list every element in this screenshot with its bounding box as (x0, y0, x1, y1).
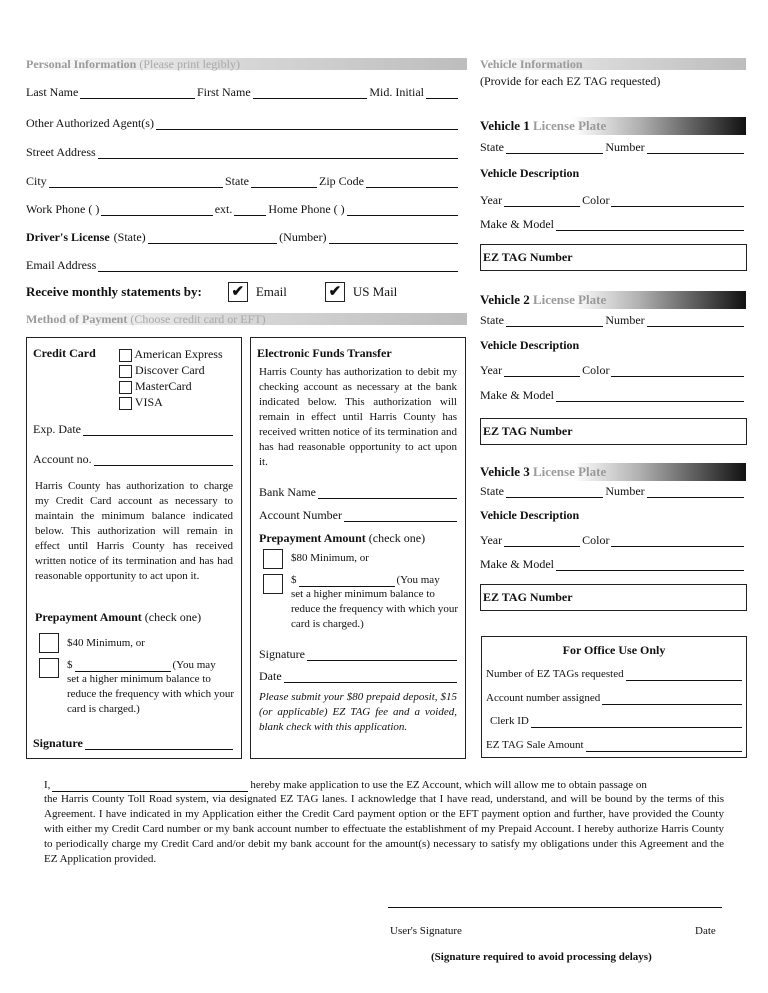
email-option-label: Email (255, 284, 287, 299)
vehicle-1-make-input[interactable] (556, 220, 744, 231)
name-row (26, 85, 460, 99)
eft-account-label: Account Number (259, 508, 342, 522)
zip-input[interactable] (366, 177, 458, 188)
eft-prepay-heading: Prepayment Amount (check one) (259, 531, 426, 545)
vehicle-2-ez-tag-field[interactable]: EZ TAG Number (480, 418, 747, 445)
vehicle-3-color-input[interactable] (611, 536, 744, 547)
first-name-input[interactable] (253, 88, 368, 99)
license-number-label: (Number) (279, 230, 327, 244)
signature-required-note: (Signature required to avoid processing delays) (431, 951, 652, 963)
credit-auth-text: Harris County has authorization to charge my Credit Card account as necessary to maintain the minimum balance indicated below. This authorization will remain in effect until Harris County has received written notice of its termination and has had reasonable opportunity to act upon it. (35, 480, 233, 582)
personal-info-title: Personal Information (26, 57, 137, 71)
vehicle-3-ez-tag-field[interactable]: EZ TAG Number (480, 584, 747, 611)
street-label: Street Address (26, 145, 96, 159)
vehicle-3-year-input[interactable] (504, 536, 580, 547)
state-label: State (225, 174, 249, 188)
first-name-label: First Name (196, 85, 251, 99)
vehicle-3-number-input[interactable] (647, 487, 744, 498)
vehicle-2-description-label: Vehicle Description (480, 338, 580, 352)
other-agent-row (26, 116, 460, 130)
vehicle-2-number-input[interactable] (647, 316, 744, 327)
vehicle-1-description-label: Vehicle Description (480, 166, 580, 180)
credit-prepay-heading: Prepayment Amount (check one) (35, 610, 202, 624)
user-signature-label: User's Signature (390, 925, 462, 937)
street-row (26, 145, 460, 159)
zip-label: Zip Code (319, 174, 364, 188)
vehicle-1-title: Vehicle 1 (480, 118, 530, 133)
office-tags-input[interactable] (626, 670, 742, 681)
credit-custom-row: $ (You may (67, 659, 216, 671)
payment-subtitle: (Choose credit card or EFT) (130, 312, 266, 326)
city-input[interactable] (49, 177, 223, 188)
us-mail-checkbox[interactable]: ✔ (325, 282, 345, 302)
eft-date-row (259, 669, 459, 683)
vehicle-2-header (480, 291, 746, 309)
office-tags-row: Number of EZ TAGs requested (486, 667, 744, 681)
agreement-prefix: I, (44, 779, 51, 791)
email-input[interactable] (98, 261, 458, 272)
vehicle-2-color-input[interactable] (611, 366, 744, 377)
agreement-name-input[interactable] (52, 781, 248, 792)
vehicle-2-year-row: Year Color (480, 363, 746, 377)
card-option-amex[interactable]: American Express (119, 346, 223, 362)
vehicle-2-plate-row: State Number (480, 313, 746, 327)
mastercard-checkbox[interactable] (119, 381, 132, 394)
ext-label: ext. (214, 202, 233, 216)
eft-title: Electronic Funds Transfer (257, 346, 392, 360)
eft-account-row (259, 508, 459, 522)
last-name-input[interactable] (80, 88, 195, 99)
vehicle-1-make-row: Make & Model (480, 217, 746, 231)
credit-higher-note: set a higher minimum balance to reduce the frequency with which your card is charged.) (67, 673, 235, 715)
bank-name-label: Bank Name (259, 485, 316, 499)
credit-custom-input[interactable] (75, 661, 171, 672)
city-label: City (26, 174, 47, 188)
vehicle-2-make-row: Make & Model (480, 388, 746, 402)
office-clerk-row: Clerk ID (490, 714, 744, 728)
vehicle-info-title: Vehicle Information (480, 57, 583, 71)
agreement-text: the Harris County Toll Road system, via designated EZ TAG lanes. I acknowledge that I have read, understand, and will be bound by the terms of this Agreement. I have indicated in my Application either the Credit Card payment option or the EFT payment option and further, have provided the County with either my Credit Card number or my bank account number to effectuate the establishment of my Prepaid Account. I hereby authorize Harris County to periodically charge my Credit Card and/or debit my bank account for the amount(s) necessary to satisfy my obligations under this Agreement and the EZ Application provided. (44, 793, 724, 865)
vehicle-1-plate-row: State Number (480, 140, 746, 154)
phone-row (26, 202, 460, 216)
email-checkbox[interactable]: ✔ (228, 282, 248, 302)
us-mail-option-label: US Mail (352, 284, 398, 299)
credit-card-title: Credit Card (33, 346, 96, 360)
vehicle-3-make-row: Make & Model (480, 557, 746, 571)
vehicle-1-state-input[interactable] (506, 143, 603, 154)
eft-higher-note: set a higher minimum balance to reduce the frequency with which your card is charged.) (291, 588, 459, 630)
state-input[interactable] (251, 177, 317, 188)
account-no-label: Account no. (33, 452, 92, 466)
discover-checkbox[interactable] (119, 365, 132, 378)
city-row (26, 174, 460, 188)
card-type-list (119, 346, 223, 410)
account-no-input[interactable] (94, 455, 233, 466)
email-label: Email Address (26, 258, 97, 272)
vehicle-3-header (480, 463, 746, 481)
license-label: Driver's License (26, 230, 110, 244)
vehicle-1-year-input[interactable] (504, 196, 580, 207)
other-agent-input[interactable] (156, 119, 458, 130)
payment-title: Method of Payment (26, 312, 128, 326)
vehicle-1-header (480, 117, 746, 135)
vehicle-3-year-row: Year Color (480, 533, 746, 547)
eft-date-input[interactable] (284, 672, 457, 683)
eft-min-checkbox[interactable] (263, 549, 283, 569)
mid-initial-label: Mid. Initial (369, 85, 424, 99)
street-input[interactable] (98, 148, 458, 159)
home-phone-input[interactable] (347, 205, 458, 216)
account-no-row (33, 452, 235, 466)
office-sale-input[interactable] (586, 741, 742, 752)
exp-date-row (33, 422, 235, 436)
email-row (26, 258, 460, 272)
card-option-mastercard[interactable]: MasterCard (119, 378, 223, 394)
other-agent-label: Other Authorized Agent(s) (26, 116, 154, 130)
personal-info-subtitle: (Please print legibly) (139, 57, 240, 71)
eft-auth-text: Harris County has authorization to debit my checking account as necessary at the bank indicated below. This authorization will remain in effect until Harris County has received written notice of its termination and has had reasonable opportunity to act upon it. (259, 366, 457, 468)
eft-date-label: Date (259, 669, 282, 683)
eft-submit-note: Please submit your $80 prepaid deposit, $15 (or applicable) EZ TAG fee and a voided, blank check with this application. (259, 691, 457, 733)
card-option-discover[interactable]: Discover Card (119, 362, 223, 378)
vehicle-1-number-input[interactable] (647, 143, 744, 154)
eft-custom-checkbox[interactable] (263, 574, 283, 594)
office-sale-row: EZ TAG Sale Amount (486, 738, 744, 752)
bank-name-input[interactable] (318, 488, 457, 499)
credit-card-box (26, 337, 242, 759)
visa-checkbox[interactable] (119, 397, 132, 410)
agreement-first-line (44, 778, 724, 792)
statements-label: Receive monthly statements by: (26, 284, 202, 299)
vehicle-2-plate-label: License Plate (532, 292, 607, 307)
user-date-label: Date (695, 925, 716, 937)
vehicle-info-subtitle: (Provide for each EZ TAG requested) (480, 74, 661, 88)
eft-signature-input[interactable] (307, 650, 457, 661)
license-number-input[interactable] (329, 233, 459, 244)
eft-custom-row: $ (You may (291, 574, 440, 586)
credit-min-checkbox[interactable] (39, 633, 59, 653)
license-state-input[interactable] (148, 233, 278, 244)
vehicle-2-make-input[interactable] (556, 391, 744, 402)
eft-min-label: $80 Minimum, or (291, 552, 369, 564)
vehicle-2-state-input[interactable] (506, 316, 603, 327)
office-account-input[interactable] (602, 694, 742, 705)
vehicle-3-title: Vehicle 3 (480, 464, 530, 479)
statements-row (26, 281, 466, 303)
user-signature-line[interactable] (388, 907, 722, 908)
credit-min-label: $40 Minimum, or (67, 637, 145, 649)
vehicle-2-year-input[interactable] (504, 366, 580, 377)
office-use-box (481, 636, 747, 758)
exp-date-input[interactable] (83, 425, 233, 436)
home-phone-label: Home Phone ( ) (268, 202, 345, 216)
license-state-label: (State) (113, 230, 146, 244)
vehicle-2-title: Vehicle 2 (480, 292, 530, 307)
vehicle-info-header (480, 58, 746, 70)
credit-signature-label: Signature (33, 736, 83, 750)
license-row (26, 230, 460, 244)
office-use-title: For Office Use Only (562, 643, 666, 657)
credit-signature-row (33, 736, 235, 750)
work-phone-label: Work Phone ( ) (26, 202, 100, 216)
eft-box (250, 337, 466, 759)
ext-input[interactable] (234, 205, 266, 216)
vehicle-1-plate-label: License Plate (532, 118, 607, 133)
personal-info-header (26, 58, 467, 70)
office-clerk-input[interactable] (531, 717, 742, 728)
vehicle-3-state-input[interactable] (506, 487, 603, 498)
card-option-visa[interactable]: VISA (119, 394, 223, 410)
vehicle-3-make-input[interactable] (556, 560, 744, 571)
vehicle-3-plate-label: License Plate (532, 464, 607, 479)
payment-header (26, 313, 467, 325)
vehicle-3-description-label: Vehicle Description (480, 508, 580, 522)
mid-initial-input[interactable] (426, 88, 458, 99)
amex-checkbox[interactable] (119, 349, 132, 362)
vehicle-3-plate-row: State Number (480, 484, 746, 498)
vehicle-1-ez-tag-field[interactable]: EZ TAG Number (480, 244, 747, 271)
eft-signature-label: Signature (259, 647, 305, 661)
vehicle-1-color-input[interactable] (611, 196, 744, 207)
exp-date-label: Exp. Date (33, 422, 81, 436)
agreement-text-first: hereby make application to use the EZ Account, which will allow me to obtain passage on (250, 779, 647, 791)
bank-name-row (259, 485, 459, 499)
credit-custom-checkbox[interactable] (39, 658, 59, 678)
eft-custom-input[interactable] (299, 576, 395, 587)
eft-signature-row (259, 647, 459, 661)
vehicle-1-year-row: Year Color (480, 193, 746, 207)
last-name-label: Last Name (26, 85, 79, 99)
eft-account-input[interactable] (344, 511, 457, 522)
work-phone-input[interactable] (101, 205, 212, 216)
credit-signature-input[interactable] (85, 739, 233, 750)
office-account-row: Account number assigned (486, 691, 744, 705)
